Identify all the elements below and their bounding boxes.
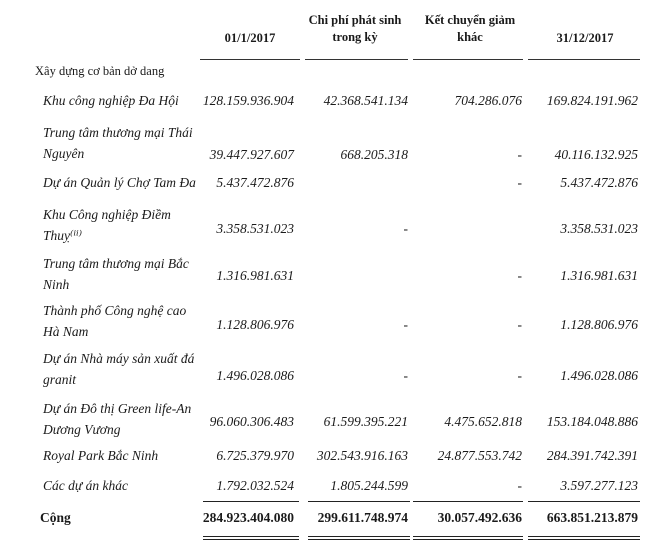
value-closing: 5.437.472.876 xyxy=(560,175,638,190)
header-underline-2 xyxy=(305,59,408,60)
value-closing: 284.391.742.391 xyxy=(546,448,638,463)
total-rule-bottom-3a xyxy=(413,536,523,537)
value-incurred: 42.368.541.134 xyxy=(323,93,408,108)
value-opening: 5.437.472.876 xyxy=(216,175,294,190)
total-rule-top-1 xyxy=(203,501,299,502)
value-closing: 153.184.048.886 xyxy=(546,414,638,429)
row-label: Các dự án khác xyxy=(43,478,128,493)
total-rule-bottom-4a xyxy=(528,536,640,537)
value-incurred: - xyxy=(403,368,408,383)
value-transferred: - xyxy=(517,268,522,283)
value-transferred: - xyxy=(517,147,522,162)
value-transferred: - xyxy=(517,317,522,332)
header-col-transferred: Kết chuyển giảm khác xyxy=(424,13,516,44)
row-label: Dự án Đô thị Green life-An Dương Vương xyxy=(43,401,192,437)
value-incurred: - xyxy=(403,317,408,332)
value-closing: 3.597.277.123 xyxy=(560,478,638,493)
row-label: Trung tâm thương mại Thái Nguyên xyxy=(43,125,193,161)
value-incurred: - xyxy=(403,221,408,236)
value-opening: 1.496.028.086 xyxy=(216,368,294,383)
value-opening: 1.128.806.976 xyxy=(216,317,294,332)
value-opening: 3.358.531.023 xyxy=(216,221,294,236)
total-transferred: 30.057.492.636 xyxy=(437,510,522,525)
value-closing: 1.128.806.976 xyxy=(560,317,638,332)
value-closing: 40.116.132.925 xyxy=(554,147,638,162)
value-closing: 1.316.981.631 xyxy=(560,268,638,283)
header-col-opening: 01/1/2017 xyxy=(224,31,276,45)
row-label: Khu công nghiệp Đa Hội xyxy=(43,93,179,108)
value-opening: 39.447.927.607 xyxy=(209,147,294,162)
total-rule-top-2 xyxy=(308,501,410,502)
total-rule-bottom-4b xyxy=(528,539,640,540)
row-label: Khu Công nghiệp Điềm Thuỵ⁽ⁱⁱ⁾ xyxy=(43,207,171,243)
value-opening: 128.159.936.904 xyxy=(202,93,294,108)
row-label: Dự án Nhà máy sản xuất đá granit xyxy=(43,351,195,387)
total-rule-bottom-2b xyxy=(308,539,410,540)
total-rule-bottom-1b xyxy=(203,539,299,540)
header-underline-1 xyxy=(200,59,300,60)
value-incurred: 61.599.395.221 xyxy=(323,414,408,429)
total-rule-bottom-3b xyxy=(413,539,523,540)
value-incurred: 1.805.244.599 xyxy=(330,478,408,493)
value-transferred: 704.286.076 xyxy=(454,93,522,108)
header-underline-3 xyxy=(413,59,523,60)
value-opening: 1.316.981.631 xyxy=(216,268,294,283)
value-opening: 96.060.306.483 xyxy=(209,414,294,429)
row-label: Royal Park Bắc Ninh xyxy=(43,448,159,463)
value-opening: 6.725.379.970 xyxy=(216,448,294,463)
value-closing: 169.824.191.962 xyxy=(546,93,638,108)
header-col-incurred: Chi phí phát sinh trong kỳ xyxy=(308,13,402,44)
total-rule-top-4 xyxy=(528,501,640,502)
value-opening: 1.792.032.524 xyxy=(216,478,294,493)
total-opening: 284.923.404.080 xyxy=(202,510,294,525)
section-title: Xây dựng cơ bản dở dang xyxy=(35,64,165,78)
value-transferred: - xyxy=(517,175,522,190)
value-closing: 3.358.531.023 xyxy=(560,221,638,236)
header-col-closing: 31/12/2017 xyxy=(556,31,614,45)
row-label: Trung tâm thương mại Bắc Ninh xyxy=(43,256,189,292)
total-rule-top-3 xyxy=(413,501,523,502)
total-label: Cộng xyxy=(40,510,71,525)
value-transferred: 4.475.652.818 xyxy=(444,414,522,429)
header-underline-4 xyxy=(528,59,640,60)
value-transferred: - xyxy=(517,478,522,493)
row-label: Thành phố Công nghệ cao Hà Nam xyxy=(43,303,187,339)
value-incurred: 668.205.318 xyxy=(340,147,408,162)
total-rule-bottom-2a xyxy=(308,536,410,537)
value-closing: 1.496.028.086 xyxy=(560,368,638,383)
row-label: Dự án Quản lý Chợ Tam Đa xyxy=(43,175,196,190)
value-transferred: 24.877.553.742 xyxy=(437,448,522,463)
value-incurred: 302.543.916.163 xyxy=(316,448,408,463)
total-rule-bottom-1a xyxy=(203,536,299,537)
total-closing: 663.851.213.879 xyxy=(546,510,638,525)
value-transferred: - xyxy=(517,368,522,383)
total-incurred: 299.611.748.974 xyxy=(317,510,408,525)
